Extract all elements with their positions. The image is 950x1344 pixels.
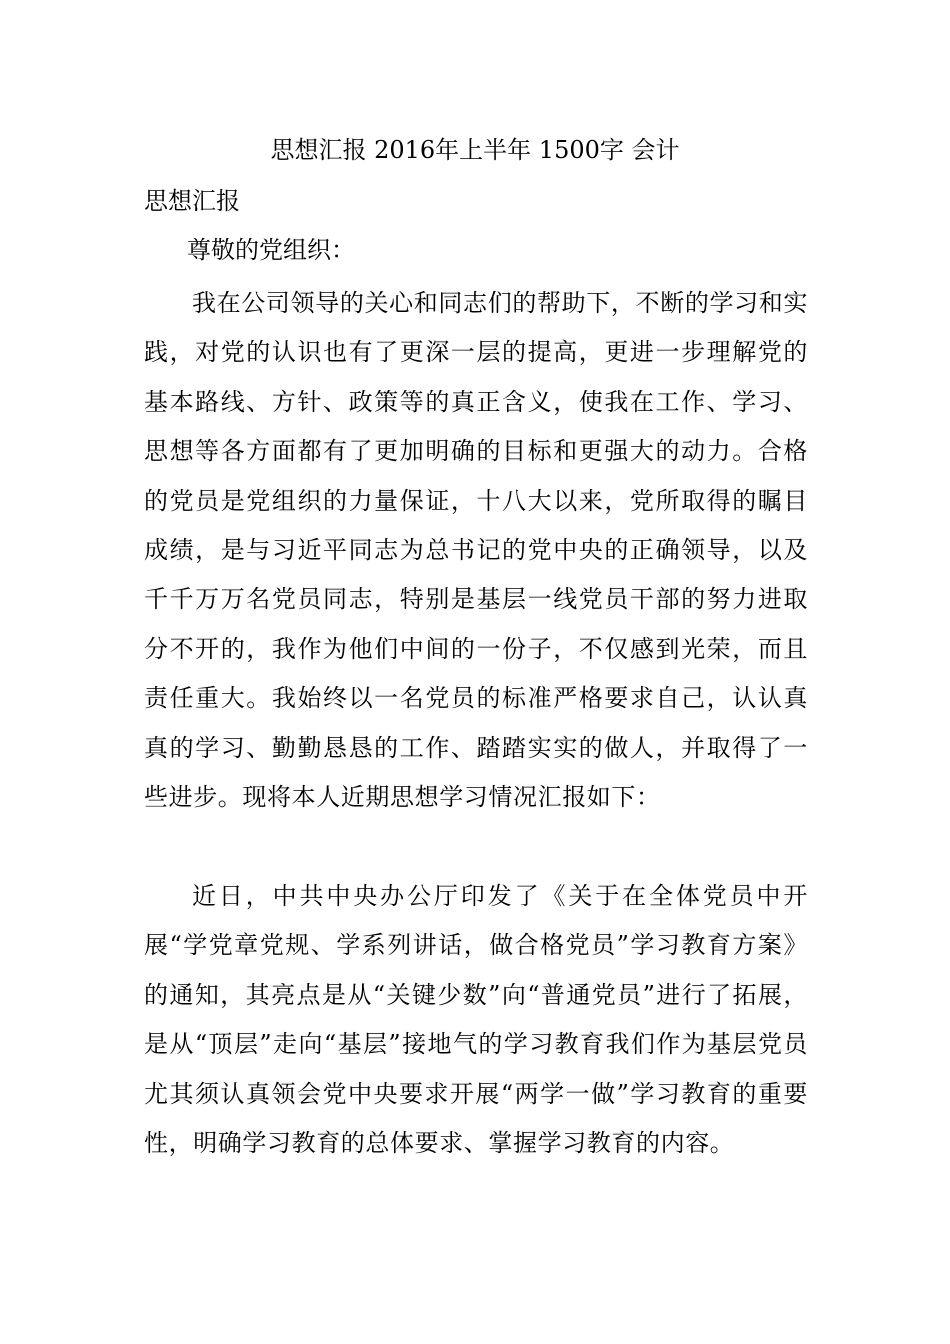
document-title: 思想汇报 2016年上半年 1500字 会计 [270, 136, 680, 164]
body-paragraph-2: 近日，中共中央办公厅印发了《关于在全体党员中开展“学党章党规、学系列讲话，做合格党员”学习教育方案》的通知，其亮点是从“关键少数”向“普通党员”进行了拓展，是从“顶层”走向“基层”接地气的学习教育我们作为基层党员尤其须认真领会党中央要求开展“两学一做”学习教育的重要性，明确学习教育的总体要求、掌握学习教育的内容。 [144, 882, 808, 1158]
salutation: 尊敬的党组织： [187, 236, 355, 264]
document-subtitle: 思想汇报 [144, 187, 240, 215]
body-paragraph-1: 我在公司领导的关心和同志们的帮助下，不断的学习和实践，对党的认识也有了更深一层的提高，更进一步理解党的基本路线、方针、政策等的真正含义，使我在工作、学习、思想等各方面都有了更加明确的目标和更强大的动力。合格的党员是党组织的力量保证，十八大以来，党所取得的瞩目成绩，是与习近平同志为总书记的党中央的正确领导，以及千千万万名党员同志，特别是基层一线党员干部的努力进取分不开的，我作为他们中间的一份子，不仅感到光荣，而且责任重大。我始终以一名党员的标准严格要求自己，认认真真的学习、勤勤恳恳的工作、踏踏实实的做人，并取得了一些进步。现将本人近期思想学习情况汇报如下： [144, 289, 808, 812]
